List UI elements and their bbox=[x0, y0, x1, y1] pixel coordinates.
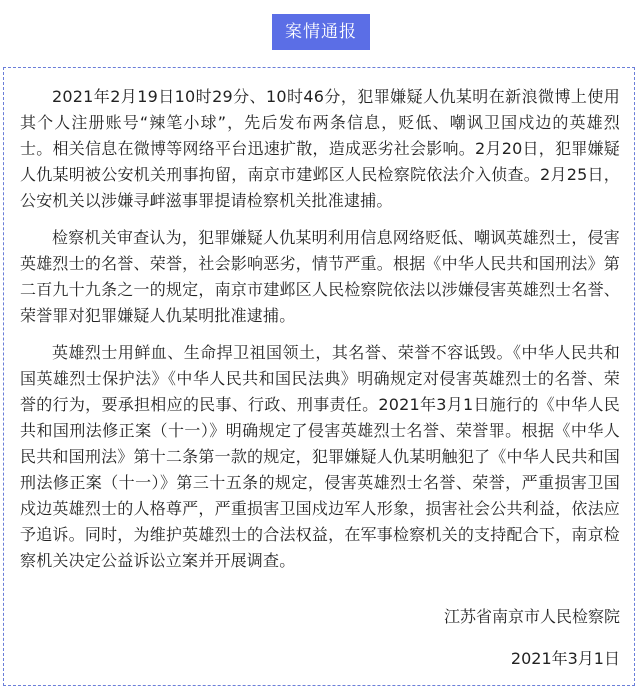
notice-content bbox=[20, 84, 620, 585]
signature-organization: 江苏省南京市人民检察院 bbox=[443, 607, 620, 626]
paragraph-1: 2021年2月19日10时29分、10时46分，犯罪嫌疑人仇某明在新浪微博上使用其个人注册账号“辣笔小球”，先后发布两条信息，贬低、嘲讽卫国戍边的英雄烈士。相关信息在微博等网络平台迅速扩散，造成恶劣社会影响。2月20日，犯罪嫌疑人仇某明被公安机关刑事拘留，南京市建邺区人民检察院依法介入侦查。2月25日，公安机关以涉嫌寻衅滋事罪提请检察机关批准逮捕。 bbox=[20, 87, 620, 210]
header bbox=[0, 14, 640, 50]
notice-box bbox=[3, 67, 635, 686]
signature-date: 2021年3月1日 bbox=[510, 649, 620, 668]
page-title: 案情通报 bbox=[272, 14, 370, 50]
paragraph-2: 检察机关审查认为，犯罪嫌疑人仇某明利用信息网络贬低、嘲讽英雄烈士，侵害英雄烈士的名誉、荣誉，社会影响恶劣，情节严重。根据《中华人民共和国刑法》第二百九十九条之一的规定，南京市建邺区人民检察院依法以涉嫌侵害英雄烈士名誉、荣誉罪对犯罪嫌疑人仇某明批准逮捕。 bbox=[20, 228, 620, 325]
paragraph-3: 英雄烈士用鲜血、生命捍卫祖国领土，其名誉、荣誉不容诋毁。《中华人民共和国英雄烈士保护法》《中华人民共和国民法典》明确规定对侵害英雄烈士的名誉、荣誉的行为，要承担相应的民事、行政、刑事责任。2021年3月1日施行的《中华人民共和国刑法修正案（十一）》明确规定了侵害英雄烈士名誉、荣誉罪。根据《中华人民共和国刑法》第十二条第一款的规定，犯罪嫌疑人仇某明触犯了《中华人民共和国刑法修正案（十一）》第三十五条的规定，侵害英雄烈士名誉、荣誉，严重损害卫国戍边英雄烈士的人格尊严，严重损害卫国戍边军人形象，损害社会公共利益，依法应予追诉。同时，为维护英雄烈士的合法权益，在军事检察机关的支持配合下，南京检察机关决定公益诉讼立案并开展调查。 bbox=[20, 343, 620, 570]
